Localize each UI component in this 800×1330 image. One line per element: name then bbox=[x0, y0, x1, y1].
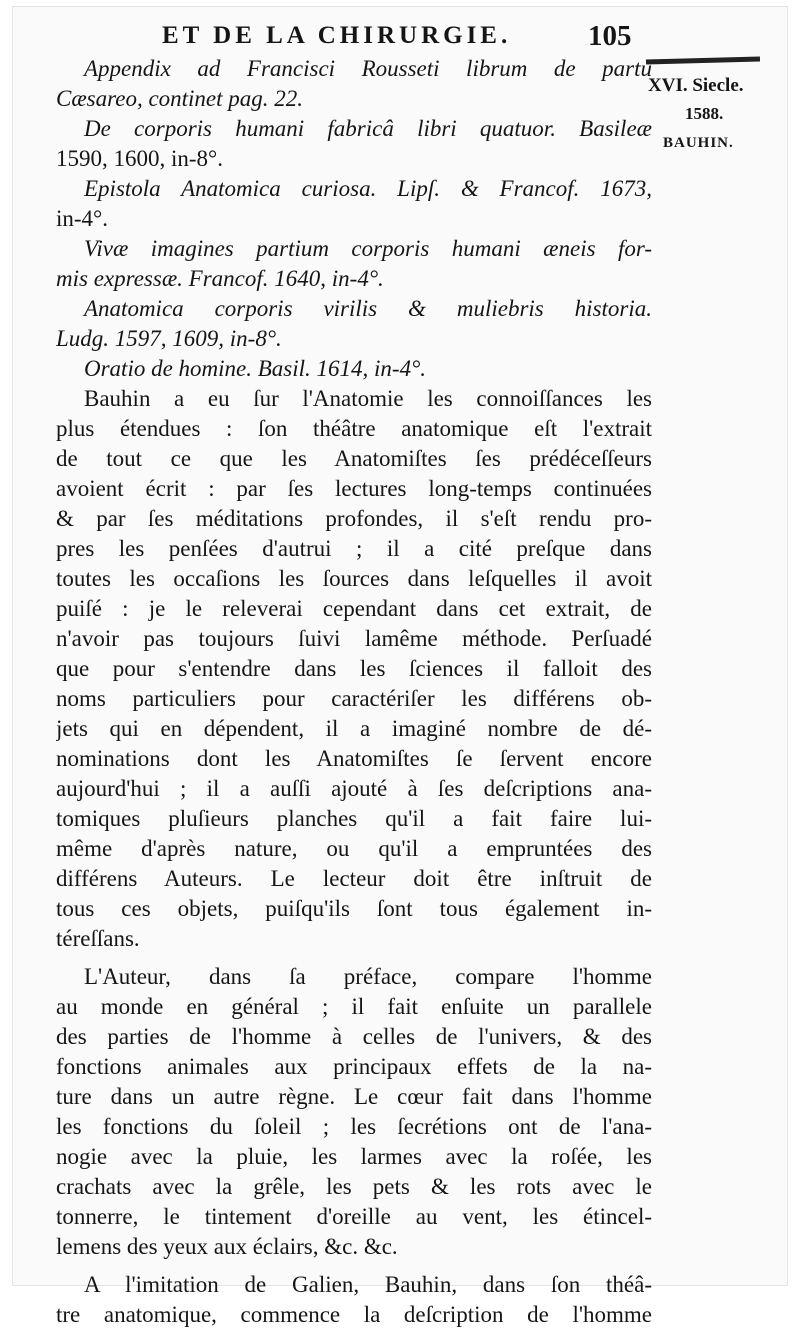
text-line: jets qui en dépendent, il a imaginé nombre de dé- bbox=[56, 716, 652, 741]
text-line: que pour s'entendre dans les ſciences il falloit des bbox=[56, 656, 652, 681]
margin-note-year: 1588. bbox=[685, 104, 724, 123]
text-line: A l'imitation de Galien, Bauhin, dans ſon théâ- bbox=[84, 1272, 652, 1297]
text-line: in-4°. bbox=[56, 206, 108, 231]
text-line: tous ces objets, puiſqu'ils ſont tous également in- bbox=[56, 896, 652, 921]
body-text bbox=[56, 54, 652, 1330]
margin-note-name: BAUHIN. bbox=[663, 135, 734, 151]
margin-note-century: XVI. Siecle. bbox=[648, 75, 744, 96]
text-line: L'Auteur, dans ſa préface, compare l'homme bbox=[84, 964, 652, 989]
text-line: même d'après nature, ou qu'il a empruntées des bbox=[56, 836, 652, 861]
text-line: n'avoir pas toujours ſuivi lamême méthode. Perſuadé bbox=[56, 626, 652, 651]
text-line: Ludg. 1597, 1609, in-8°. bbox=[56, 326, 282, 351]
text-line: lemens des yeux aux éclairs, &c. &c. bbox=[56, 1234, 398, 1259]
text-line: Cæsareo, continet pag. 22. bbox=[56, 86, 304, 111]
text-line: De corporis humani fabricâ libri quatuor. Basileæ bbox=[84, 116, 652, 141]
page-header bbox=[0, 10, 800, 54]
paragraph-gap bbox=[56, 1262, 652, 1270]
text-line: toutes les occaſions les ſources dans leſquelles il avoit bbox=[56, 566, 652, 591]
text-line: Epistola Anatomica curiosa. Lipſ. & Francof. 1673, bbox=[84, 176, 652, 201]
text-line: avoient écrit : par ſes lectures long-temps continuées bbox=[56, 476, 652, 501]
text-line: Oratio de homine. Basil. 1614, in-4°. bbox=[84, 356, 427, 381]
text-line: de tout ce que les Anatomiſtes ſes prédéceſſeurs bbox=[56, 446, 652, 471]
text-line: nogie avec la pluie, les larmes avec la roſée, les bbox=[56, 1144, 652, 1169]
text-line: & par ſes méditations profondes, il s'eſt rendu pro- bbox=[56, 506, 652, 531]
text-line: pres les penſées d'autrui ; il a cité preſque dans bbox=[56, 536, 652, 561]
text-line: Anatomica corporis virilis & muliebris historia. bbox=[84, 296, 652, 321]
text-line: ture dans un autre règne. Le cœur fait dans l'homme bbox=[56, 1084, 652, 1109]
text-line: puiſé : je le releverai cependant dans cet extrait, de bbox=[56, 596, 652, 621]
text-line: téreſſans. bbox=[56, 926, 140, 951]
text-line: crachats avec la grêle, les pets & les rots avec le bbox=[56, 1174, 652, 1199]
text-line: aujourd'hui ; il a auſſi ajouté à ſes deſcriptions ana- bbox=[56, 776, 652, 801]
page-number: 105 bbox=[588, 20, 632, 52]
running-title: ET DE LA CHIRURGIE. bbox=[162, 22, 512, 49]
text-line: mis expressæ. Francof. 1640, in-4°. bbox=[56, 266, 384, 291]
text-line: plus étendues : ſon théâtre anatomique eſt l'extrait bbox=[56, 416, 652, 441]
text-line: 1590, 1600, in-8°. bbox=[56, 146, 223, 171]
text-line: nominations dont les Anatomiſtes ſe ſervent encore bbox=[56, 746, 652, 771]
text-line: tonnerre, le tintement d'oreille au vent, les étincel- bbox=[56, 1204, 652, 1229]
text-line: noms particuliers pour caractériſer les différens ob- bbox=[56, 686, 652, 711]
text-line: les fonctions du ſoleil ; les ſecrétions ont de l'ana- bbox=[56, 1114, 652, 1139]
text-line: Appendix ad Francisci Rousseti librum de partu bbox=[84, 56, 652, 81]
text-line: Bauhin a eu ſur l'Anatomie les connoiſſances les bbox=[84, 386, 652, 411]
text-line: fonctions animales aux principaux effets de la na- bbox=[56, 1054, 652, 1079]
paragraph-gap bbox=[56, 954, 652, 962]
text-line: différens Auteurs. Le lecteur doit être inſtruit de bbox=[56, 866, 652, 891]
text-line: des parties de l'homme à celles de l'univers, & des bbox=[56, 1024, 652, 1049]
text-line: Vivæ imagines partium corporis humani æneis for- bbox=[84, 236, 652, 261]
text-line: tomiques pluſieurs planches qu'il a fait faire lui- bbox=[56, 806, 652, 831]
text-line: tre anatomique, commence la deſcription de l'homme bbox=[56, 1302, 652, 1327]
text-line: au monde en général ; il fait enſuite un parallele bbox=[56, 994, 652, 1019]
